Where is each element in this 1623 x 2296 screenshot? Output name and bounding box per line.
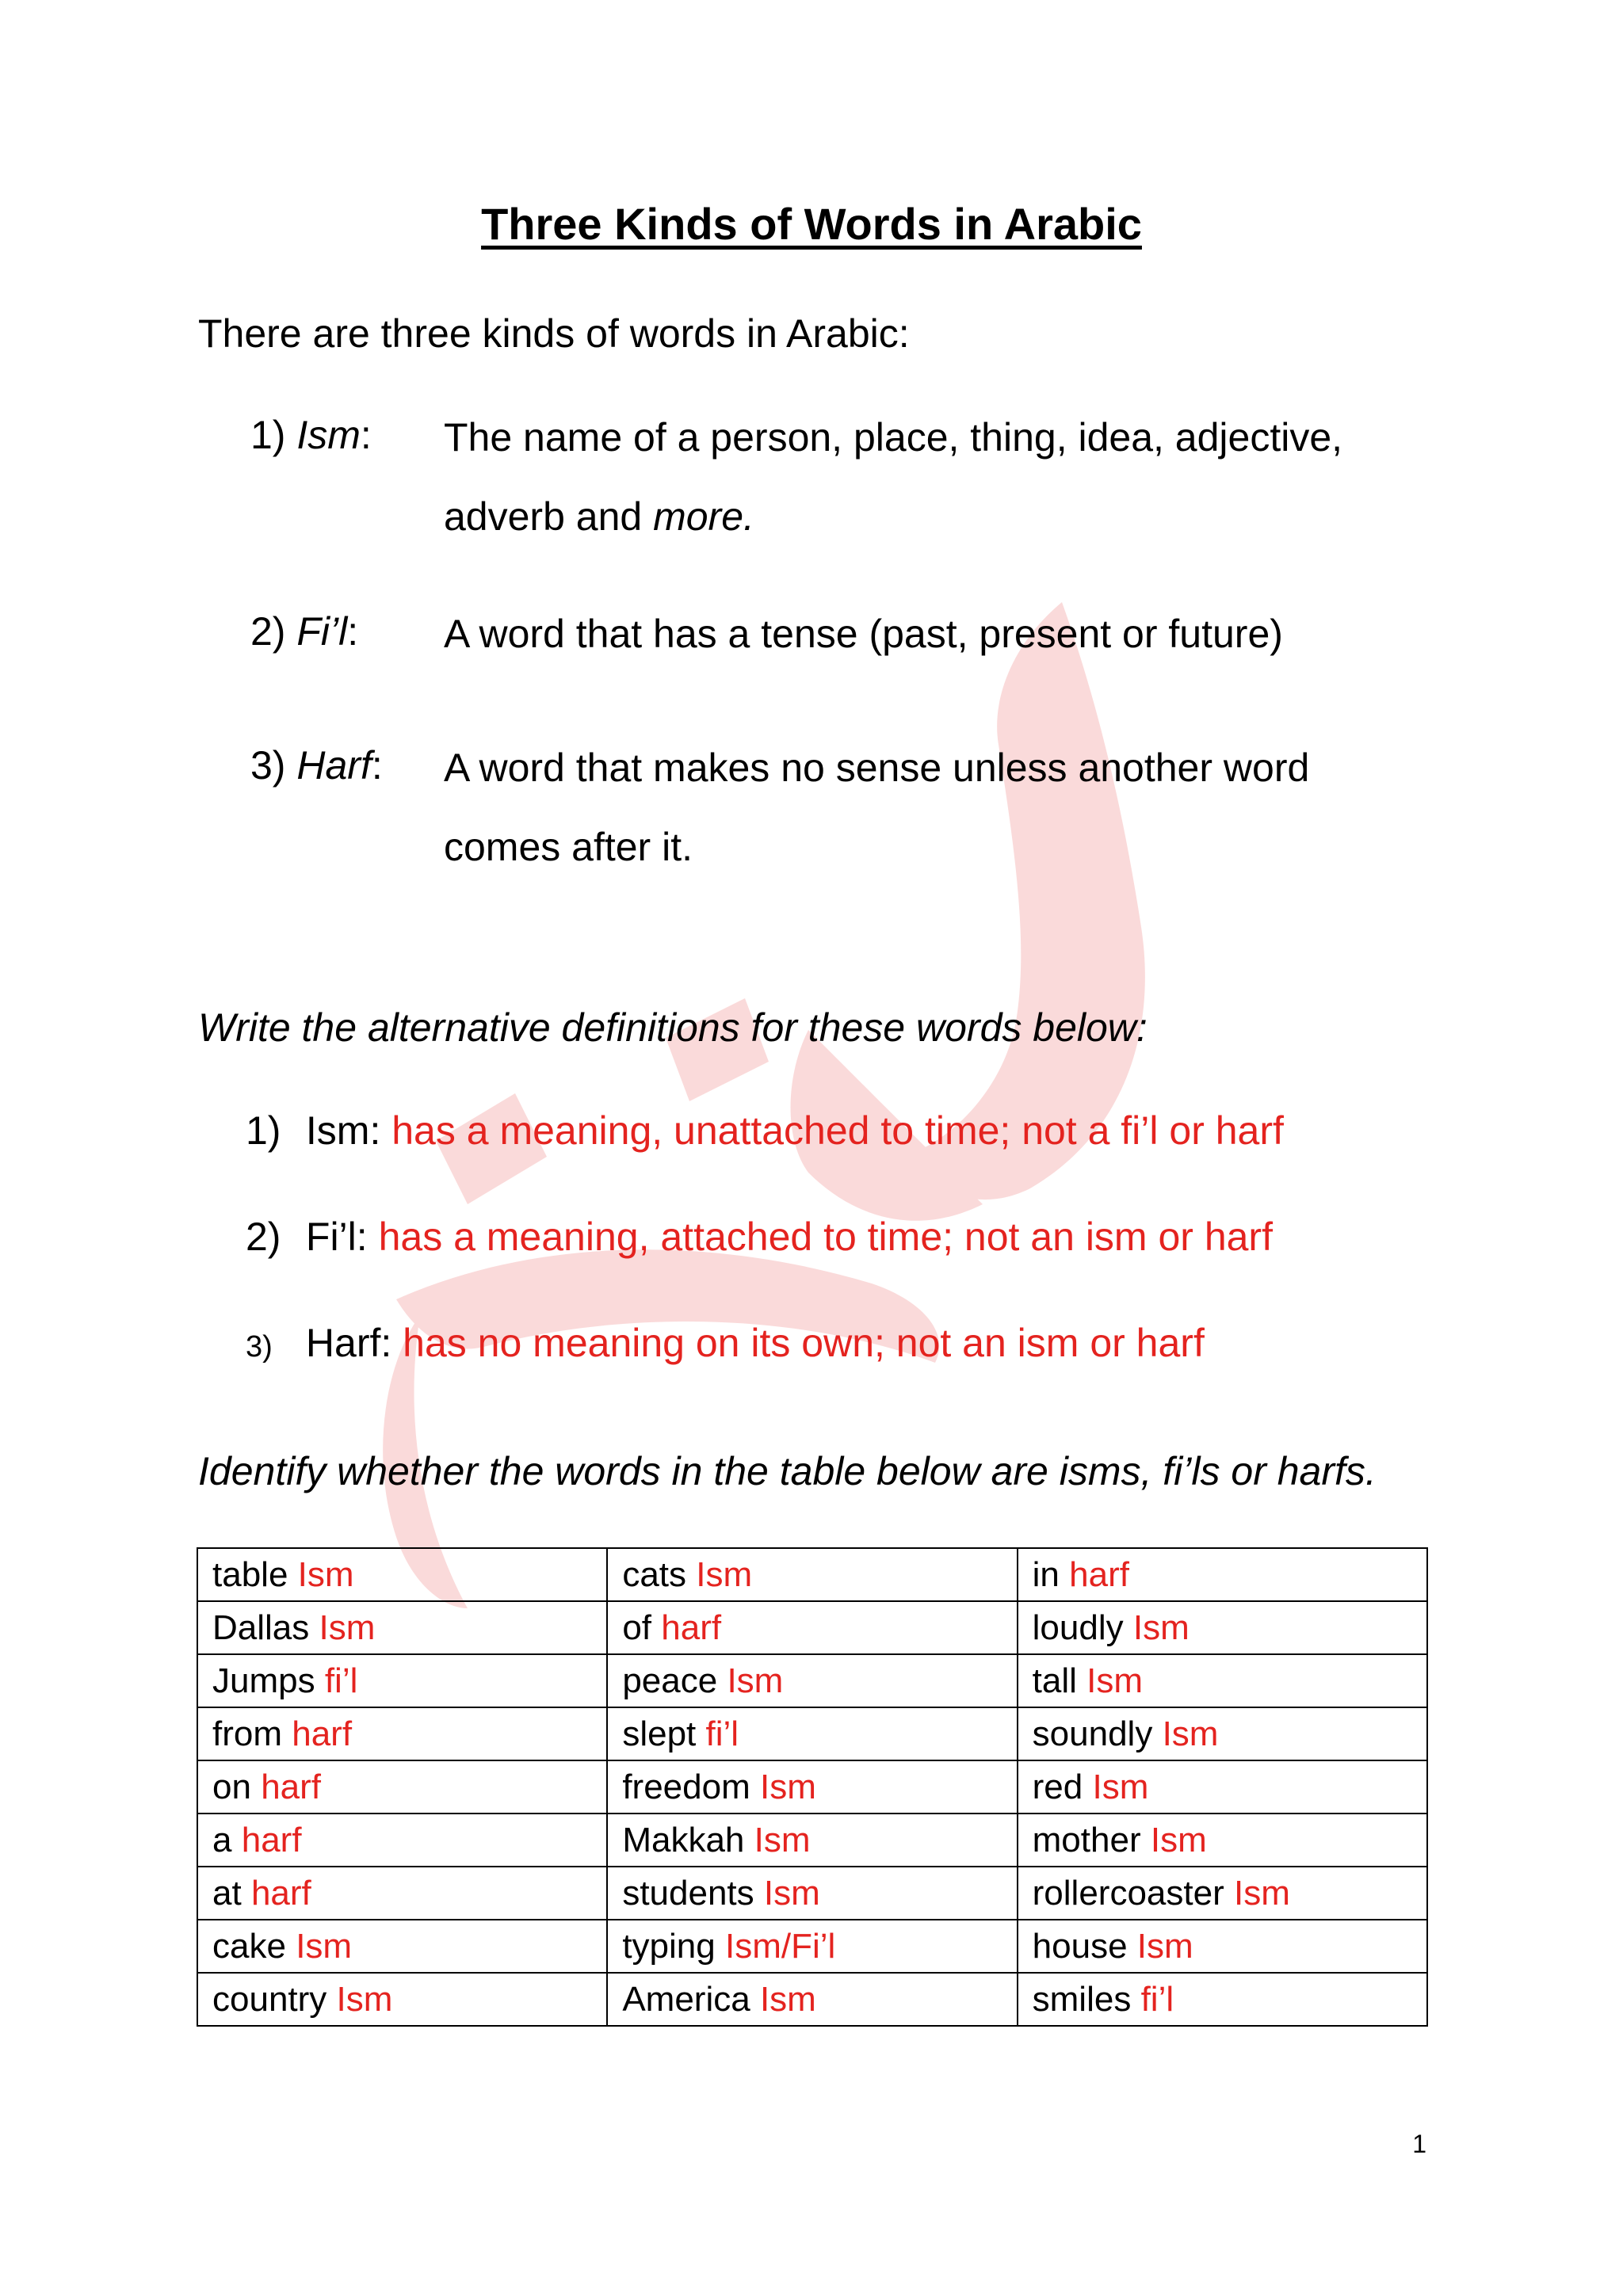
table-cell [607,1814,1017,1867]
word-type-answer: harf [250,1873,311,1913]
table-row [197,1707,1427,1760]
alternative-answer: has a meaning, unattached to time; not a fi’l or harf [391,1108,1284,1153]
word: house [1032,1926,1128,1966]
word: freedom [622,1767,750,1806]
table-cell [607,1707,1017,1760]
table-cell [197,1654,607,1707]
word: tall [1032,1661,1077,1700]
alternative-term: Fi’l: [305,1215,368,1259]
word: cake [212,1926,286,1966]
word-type-answer: harf [241,1820,302,1859]
word: at [212,1873,242,1913]
table-instruction: Identify whether the words in the table below are isms, fi’ls or harfs. [198,1449,1377,1493]
intro-text: There are three kinds of words in Arabic: [198,311,910,356]
table-cell [1018,1760,1427,1814]
word: America [622,1979,750,2019]
alternative-answer: has no meaning on its own; not an ism or harf [403,1321,1205,1365]
definition-1-label [250,412,372,458]
table-cell [1018,1814,1427,1867]
definition-line-emphasis: more. [653,494,754,539]
table-row [197,1867,1427,1920]
word: students [622,1873,754,1913]
colon: : [360,413,372,457]
table-cell [197,1707,607,1760]
colon: : [347,609,359,654]
word: from [212,1714,282,1753]
word-type-answer: Ism [754,1820,811,1859]
word-type-answer: harf [661,1608,722,1647]
definition-line: comes after it. [444,825,693,869]
definition-term: Harf [296,743,372,788]
alternative-answer: has a meaning, attached to time; not an ism or harf [378,1215,1273,1259]
definition-line: A word that makes no sense unless another word [444,746,1310,790]
word: red [1032,1767,1083,1806]
word: country [212,1979,327,2019]
page-title: Three Kinds of Words in Arabic [481,199,1142,249]
word-type-answer: Ism [336,1979,393,2019]
table-cell [1018,1601,1427,1654]
table-cell [1018,1707,1427,1760]
alternative-number: 2) [246,1215,281,1259]
definition-1-text [444,398,1395,556]
word: in [1032,1554,1060,1594]
word: of [622,1608,652,1647]
table-cell [607,1973,1017,2026]
table-row [197,1973,1427,2026]
definition-2-text [444,594,1395,673]
definition-term: Fi’l [296,609,348,654]
page-number: 1 [1412,2130,1426,2158]
word-type-answer: Ism [763,1873,820,1913]
alternative-definition-2 [246,1214,1273,1260]
alternative-definition-1 [246,1108,1284,1154]
word-type-answer: Ism [1086,1661,1144,1700]
table-cell [197,1973,607,2026]
table-cell [1018,1920,1427,1973]
word: soundly [1032,1714,1153,1753]
table-cell [197,1867,607,1920]
alternative-definition-3 [246,1320,1205,1366]
word-table-body [197,1548,1427,2026]
word: smiles [1032,1979,1132,2019]
table-cell [197,1920,607,1973]
table-cell [607,1867,1017,1920]
word: peace [622,1661,718,1700]
word-type-answer: fi’l [1140,1979,1174,2019]
word-type-answer: Ism [759,1979,816,2019]
word: Makkah [622,1820,745,1859]
word-type-answer: Ism [759,1767,816,1806]
word: typing [622,1926,716,1966]
word-type-answer: Ism [1233,1873,1290,1913]
alternative-term: Harf: [305,1321,392,1365]
table-cell [1018,1548,1427,1601]
table-cell [607,1760,1017,1814]
table-row [197,1548,1427,1601]
alternative-number: 1) [246,1108,281,1153]
word-type-answer: Ism [696,1554,753,1594]
word-type-answer: Ism [1132,1608,1190,1647]
word-classification-table [197,1547,1428,2027]
word-type-answer: Ism [296,1926,353,1966]
alternative-definitions-instruction: Write the alternative definitions for these words below: [198,1005,1148,1050]
definition-3-label [250,742,383,788]
word-type-answer: harf [292,1714,353,1753]
table-cell [607,1601,1017,1654]
table-cell [607,1548,1017,1601]
definition-line: The name of a person, place, thing, idea, adjective, [444,415,1343,460]
word-type-answer: Ism [297,1554,354,1594]
definition-2-label [250,608,358,654]
table-row [197,1654,1427,1707]
table-cell [607,1654,1017,1707]
word: cats [622,1554,687,1594]
definition-number: 1) [250,413,286,457]
definition-line: A word that has a tense (past, present or future) [444,612,1283,656]
word-type-answer: Ism/Fi’l [724,1926,836,1966]
table-row [197,1760,1427,1814]
table-row [197,1601,1427,1654]
word: table [212,1554,288,1594]
table-cell [1018,1867,1427,1920]
table-row [197,1920,1427,1973]
definition-line-plain: adverb and [444,494,654,539]
table-cell [197,1601,607,1654]
definition-number: 2) [250,609,286,654]
table-row [197,1814,1427,1867]
definition-3-text [444,728,1395,887]
word-type-answer: Ism [1150,1820,1207,1859]
word-type-answer: Ism [727,1661,784,1700]
word-type-answer: harf [261,1767,322,1806]
word-type-answer: Ism [1162,1714,1219,1753]
word-type-answer: fi’l [705,1714,739,1753]
alternative-number: 3) [246,1330,273,1363]
table-cell [607,1920,1017,1973]
word: a [212,1820,232,1859]
word: Dallas [212,1608,310,1647]
table-cell [1018,1973,1427,2026]
word: Jumps [212,1661,315,1700]
word-type-answer: Ism [1092,1767,1149,1806]
word: loudly [1032,1608,1124,1647]
word: mother [1032,1820,1141,1859]
definition-term: Ism [296,413,361,457]
table-cell [197,1760,607,1814]
colon: : [371,743,383,788]
alternative-term: Ism: [305,1108,381,1153]
word-type-answer: fi’l [324,1661,358,1700]
definition-number: 3) [250,743,286,788]
table-cell [197,1548,607,1601]
table-cell [197,1814,607,1867]
word-type-answer: Ism [1136,1926,1193,1966]
word-type-answer: harf [1069,1554,1129,1594]
word-type-answer: Ism [319,1608,376,1647]
word: on [212,1767,251,1806]
table-cell [1018,1654,1427,1707]
word: rollercoaster [1032,1873,1224,1913]
definition-line [444,477,1395,556]
word: slept [622,1714,697,1753]
